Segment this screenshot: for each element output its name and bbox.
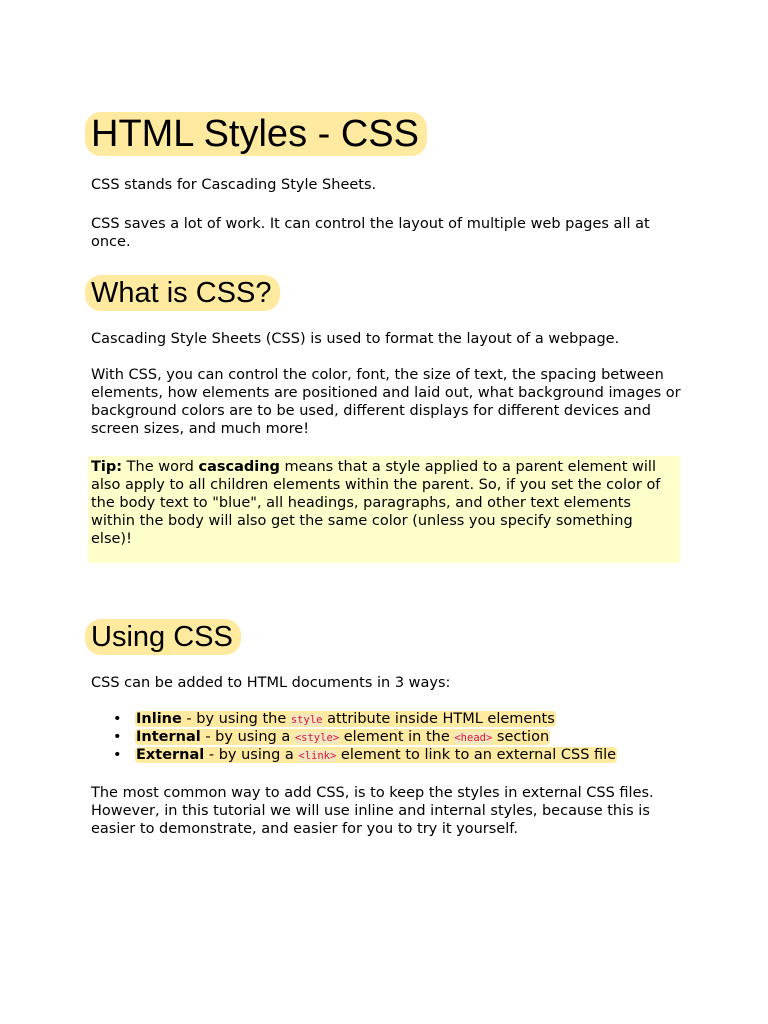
way-text: element to link to an external CSS file	[336, 747, 617, 763]
ways-list	[91, 710, 617, 764]
page-title: HTML Styles - CSS	[85, 112, 427, 156]
way-name: External	[136, 747, 205, 763]
way-text: attribute inside HTML elements	[322, 711, 555, 727]
tip-label: Tip:	[91, 459, 123, 475]
tip-text	[91, 458, 671, 548]
intro-paragraph-1: CSS stands for Cascading Style Sheets.	[91, 177, 377, 193]
way-inline-highlight	[135, 711, 556, 727]
way-text: - by using the	[181, 711, 291, 727]
bullet-icon: •	[113, 747, 122, 763]
tip-keyword: cascading	[198, 459, 280, 475]
bullet-icon: •	[113, 711, 122, 727]
section-heading-what-is-css: What is CSS?	[85, 275, 280, 311]
what-paragraph-2: With CSS, you can control the color, font, the size of text, the spacing between elements, how elements are positioned and laid out, what background images or background colors are to be used, different displays for different devices and screen sizes, and much more!	[91, 367, 681, 437]
code-snippet: <head>	[454, 732, 493, 744]
way-name: Internal	[136, 729, 201, 745]
code-snippet: <style>	[294, 732, 340, 744]
way-text: section	[492, 729, 550, 745]
section-heading-using-css: Using CSS	[85, 619, 241, 655]
way-text: - by using a	[200, 729, 295, 745]
list-item	[91, 710, 617, 728]
tip-box	[88, 456, 680, 563]
list-item	[91, 746, 617, 764]
way-name: Inline	[136, 711, 182, 727]
what-paragraph-1: Cascading Style Sheets (CSS) is used to format the layout of a webpage.	[91, 331, 620, 347]
way-internal-highlight	[135, 729, 550, 745]
using-outro: The most common way to add CSS, is to keep the styles in external CSS files. However, in this tutorial we will use inline and internal styles, because this is easier to demonstrate, and easier for you to try it yourself.	[91, 785, 654, 837]
tip-text-after: means that a style applied to a parent element will also apply to all children elements within the parent. So, if you set the color of the body text to "blue", all headings, paragraphs, and other text elements within the body will also get the same color (unless you specify something else)!	[91, 459, 661, 547]
way-text: - by using a	[204, 747, 299, 763]
intro-paragraph-2: CSS saves a lot of work. It can control the layout of multiple web pages all at once.	[91, 216, 650, 250]
code-snippet: <link>	[298, 750, 337, 762]
way-text: element in the	[339, 729, 455, 745]
code-snippet: style	[290, 714, 323, 726]
tip-text-before: The word	[122, 459, 199, 475]
way-external-highlight	[135, 747, 617, 763]
list-item	[91, 728, 617, 746]
bullet-icon: •	[113, 729, 122, 745]
using-intro: CSS can be added to HTML documents in 3 ways:	[91, 675, 451, 691]
